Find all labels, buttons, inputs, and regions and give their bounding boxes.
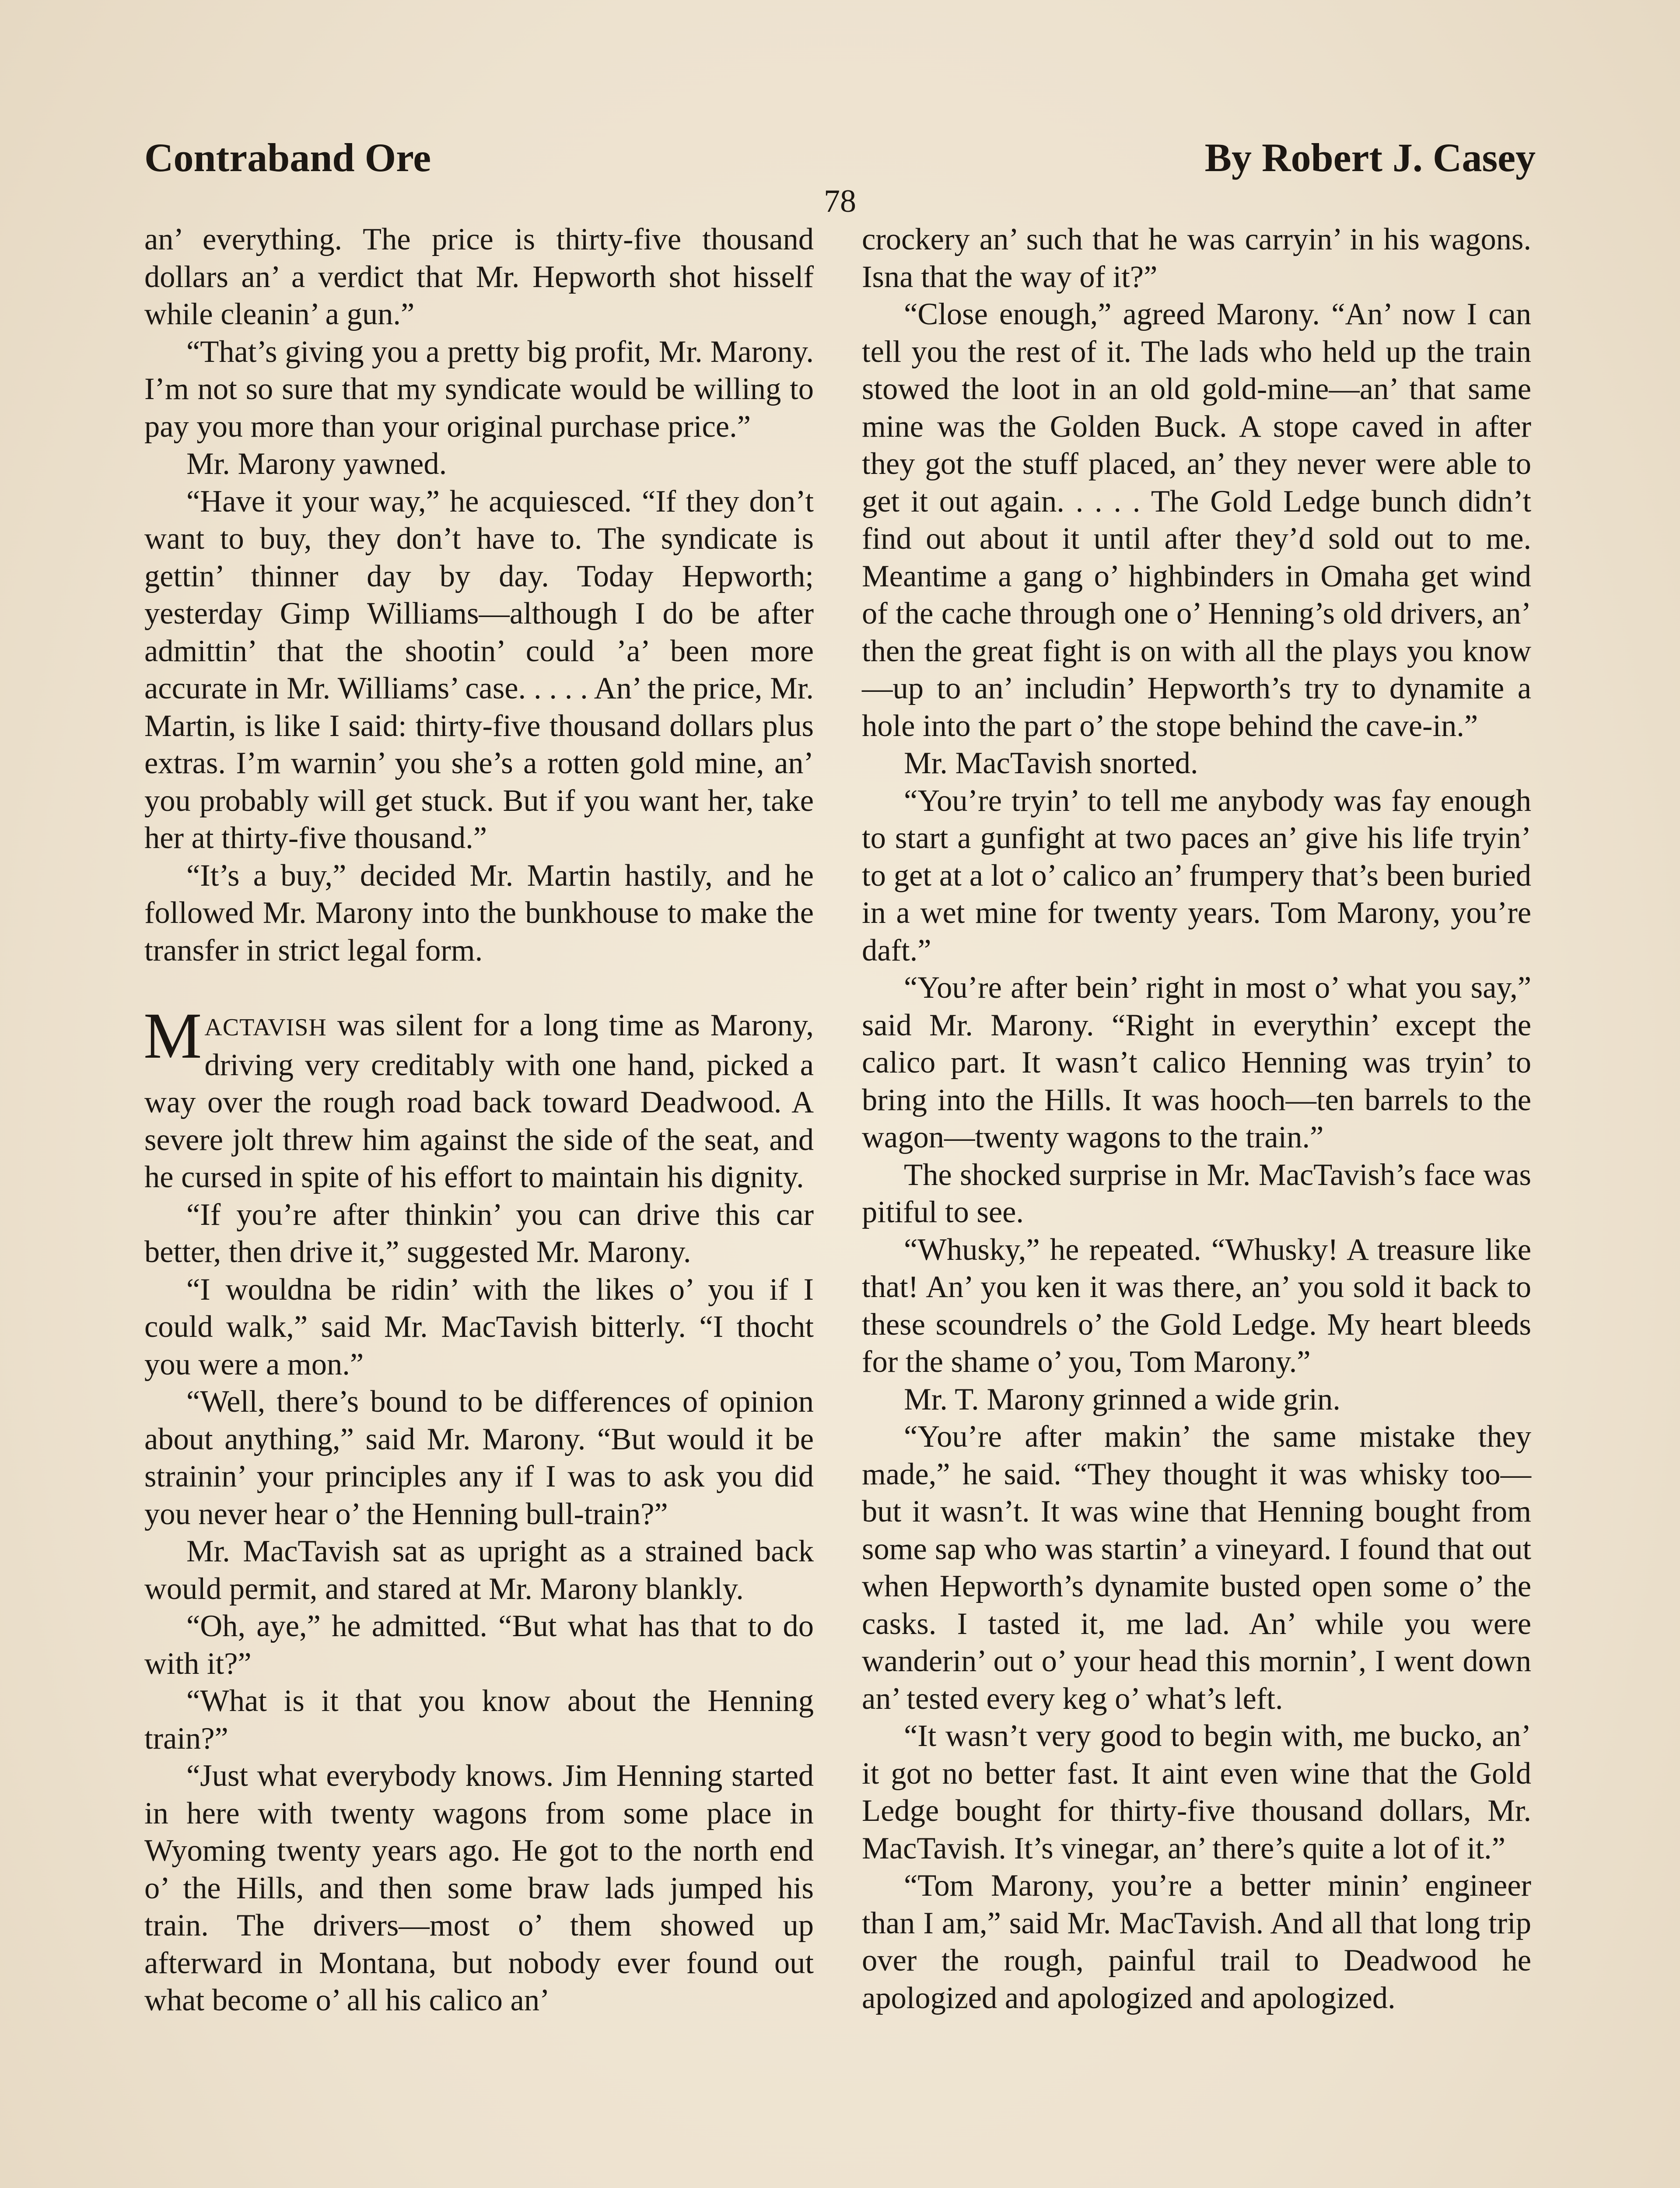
paragraph: an’ everything. The price is thirty-five thousand dollars an’ a verdict that Mr. Hepworth shot hisself while cleanin’ a gun.” bbox=[144, 222, 814, 331]
section-opening-paragraph bbox=[144, 999, 814, 1196]
paragraph: The shocked surprise in Mr. MacTavish’s face was pitiful to see. bbox=[862, 1157, 1531, 1229]
left-column bbox=[144, 221, 814, 2020]
page-number: 78 bbox=[824, 183, 856, 219]
story-author: By Robert J. Casey bbox=[1204, 135, 1536, 180]
paragraph: “You’re tryin’ to tell me anybody was fay enough to start a gunfight at two paces an’ give his life tryin’ to get at a lot o’ calico an’ frumpery that’s been buried in a wet mine for twenty years. Tom Marony, you’re daft.” bbox=[862, 783, 1531, 968]
paragraph: “Well, there’s bound to be differences of opinion about anything,” said Mr. Marony. “But would it be strainin’ your principles any if I was to ask you did you never hear o’ the Henning bull-train?” bbox=[144, 1385, 814, 1531]
paragraph: Mr. T. Marony grinned a wide grin. bbox=[904, 1382, 1340, 1417]
right-column bbox=[862, 221, 1531, 2017]
page-header bbox=[144, 131, 1536, 184]
paragraph: Mr. Marony yawned. bbox=[186, 447, 447, 481]
paragraph: “I wouldna be ridin’ with the likes o’ you if I could walk,” said Mr. MacTavish bitterly. “I thocht you were a mon.” bbox=[144, 1272, 814, 1382]
paragraph: Mr. MacTavish sat as upright as a strained back would permit, and stared at Mr. Marony blankly. bbox=[144, 1534, 814, 1606]
paragraph: “Oh, aye,” he admitted. “But what has that to do with it?” bbox=[144, 1609, 814, 1681]
paragraph: “What is it that you know about the Henning train?” bbox=[144, 1684, 814, 1756]
paragraph: Mr. MacTavish snorted. bbox=[904, 746, 1198, 780]
paragraph: “You’re after makin’ the same mistake they made,” he said. “They thought it was whisky too—but it wasn’t. It was wine that Henning bought from some sap who was startin’ a vineyard. I found that out when Hepworth’s dynamite busted open some o’ the casks. I tasted it, me lad. An’ while you were wanderin’ out o’ your head this mornin’, I went down an’ tested every keg o’ what’s left. bbox=[862, 1420, 1531, 1716]
story-title: Contraband Ore bbox=[144, 135, 431, 180]
paragraph: “Close enough,” agreed Marony. “An’ now I can tell you the rest of it. The lads who held up the train stowed the loot in an old gold-mine—an’ that same mine was the Golden Buck. A stope caved in after they got the stuff placed, an’ they never were able to get it out again. . . . . The Gold Ledge bunch didn’t find out about it until after they’d sold out to me. Meantime a gang o’ highbinders in Omaha get wind of the cache through one o’ Henning’s old drivers, an’ then the great fight is on with all the plays you know—up to an’ includin’ Hepworth’s try to dynamite a hole into the part o’ the stope behind the cave-in.” bbox=[862, 297, 1531, 743]
paragraph: “If you’re after thinkin’ you can drive this car better, then drive it,” suggested Mr. Marony. bbox=[144, 1197, 814, 1269]
small-caps-name: ACTAVISH bbox=[204, 1014, 327, 1041]
paragraph: “Have it your way,” he acquiesced. “If they don’t want to buy, they don’t have to. The syndicate is gettin’ thinner day by day. Today Hepworth; yesterday Gimp Williams—although I do be after admittin’ that the shootin’ could ’a’ been more accurate in Mr. Williams’ case. . . . . An’ the price, Mr. Martin, is like I said: thirty-five thousand dollars plus extras. I’m warnin’ you she’s a rotten gold mine, an’ you probably will get stuck. But if you want her, take her at thirty-five thousand.” bbox=[144, 484, 814, 855]
paragraph: “Tom Marony, you’re a better minin’ engineer than I am,” said Mr. MacTavish. And all that long trip over the rough, painful trail to Deadwood he apologized and apologized and apologized. bbox=[862, 1869, 1531, 2015]
paragraph-text: was silent for a long time as Marony, driving very creditably with one hand, picked a way over the rough road back toward Deadwood. A severe jolt threw him against the side of the seat, and he cursed in spite of his effort to maintain his dignity. bbox=[144, 1008, 814, 1194]
drop-cap: M bbox=[144, 999, 202, 1072]
paragraph: “You’re after bein’ right in most o’ what you say,” said Mr. Marony. “Right in everythin’ except the calico part. It wasn’t calico Henning was tryin’ to bring into the Hills. It was hooch—ten barrels to the wagon—twenty wagons to the train.” bbox=[862, 971, 1531, 1154]
paragraph: “It wasn’t very good to begin with, me bucko, an’ it got no better fast. It aint even wine that the Gold Ledge bought for thirty-five thousand dollars, Mr. MacTavish. It’s vinegar, an’ there’s quite a lot of it.” bbox=[862, 1719, 1531, 1865]
paragraph: “That’s giving you a pretty big profit, Mr. Marony. I’m not so sure that my syndicate would be willing to pay you more than your original purchase price.” bbox=[144, 334, 814, 444]
paragraph: crockery an’ such that he was carryin’ in his wagons. Isna that the way of it?” bbox=[862, 222, 1531, 294]
paragraph: “Whusky,” he repeated. “Whusky! A treasure like that! An’ you ken it was there, an’ you sold it back to these scoundrels o’ the Gold Ledge. My heart bleeds for the shame o’ you, Tom Marony.” bbox=[862, 1232, 1531, 1379]
paragraph: “It’s a buy,” decided Mr. Martin hastily, and he followed Mr. Marony into the bunkhouse to make the transfer in strict legal form. bbox=[144, 858, 814, 968]
paragraph: “Just what everybody knows. Jim Henning started in here with twenty wagons from some place in Wyoming twenty years ago. He got to the north end o’ the Hills, and then some braw lads jumped his train. The drivers—most o’ them showed up afterward in Montana, but nobody ever found out what become o’ all his calico an’ bbox=[144, 1759, 814, 2017]
